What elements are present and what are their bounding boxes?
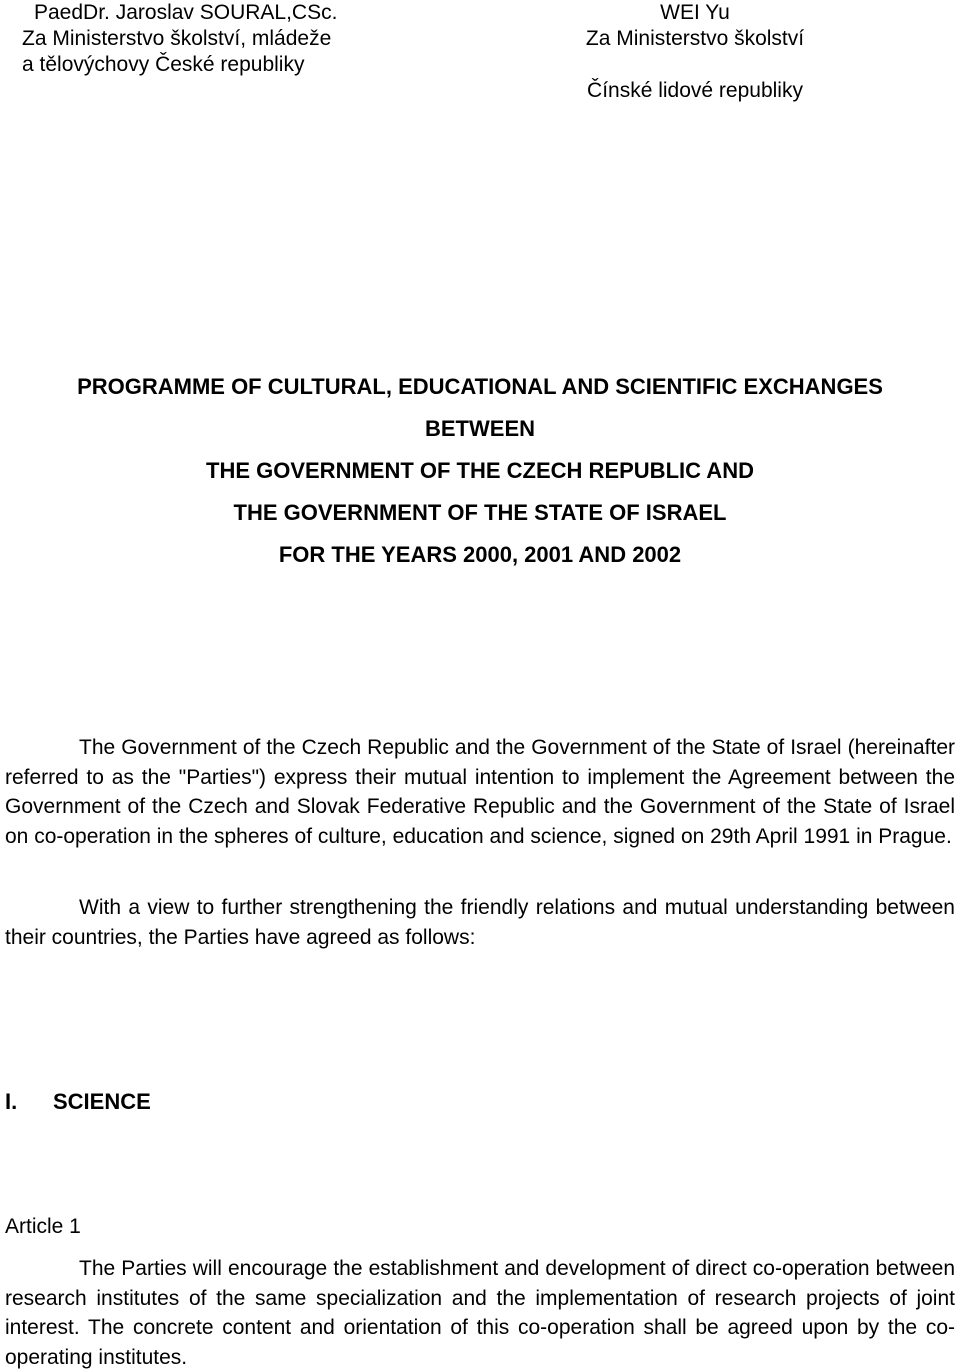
preamble-paragraph-2 — [5, 893, 955, 952]
right-signatory-block — [545, 0, 845, 104]
section-title: SCIENCE — [53, 1089, 151, 1114]
left-signatory-block — [22, 0, 434, 78]
article-heading: Article 1 — [5, 1215, 81, 1238]
left-signatory-name: PaedDr. Jaroslav SOURAL,CSc. — [34, 1, 338, 24]
left-signatory-line2: a tělovýchovy České republiky — [22, 53, 305, 76]
preamble-paragraph-1-text: The Government of the Czech Republic and the Government of the State of Israel (hereinafter referred to as the "Parties") express their mutual intention to implement the Agreement between the Government of the Czech and Slovak Federative Republic and the Government of the State of Israel on co-operation in the spheres of culture, education and science, signed on 29th April 1991 in Prague. — [5, 736, 955, 848]
right-signatory-line1: Za Ministerstvo školství — [585, 27, 805, 50]
document-title — [0, 366, 960, 576]
right-signatory-name: WEI Yu — [660, 1, 730, 24]
preamble-paragraph-2-text: With a view to further strengthening the friendly relations and mutual understanding between their countries, the Parties have agreed as follows: — [5, 896, 955, 949]
section-number: I. — [5, 1089, 18, 1114]
section-heading — [5, 1087, 151, 1117]
left-signatory-line1: Za Ministerstvo školství, mládeže — [22, 27, 332, 50]
title-line-4: THE GOVERNMENT OF THE STATE OF ISRAEL — [233, 500, 727, 525]
title-line-5: FOR THE YEARS 2000, 2001 AND 2002 — [278, 542, 682, 567]
title-line-1: PROGRAMME OF CULTURAL, EDUCATIONAL AND SCIENTIFIC EXCHANGES — [77, 374, 883, 399]
right-signatory-line2: Čínské lidové republiky — [587, 79, 803, 102]
article-paragraph — [5, 1254, 955, 1372]
preamble-paragraph-1 — [5, 733, 955, 851]
article-paragraph-text: The Parties will encourage the establishment and development of direct co-operation between research institutes of the same specialization and the implementation of research projects of joint interest. The concrete content and orientation of this co-operation shall be agreed upon by the co-operating institutes. — [5, 1257, 955, 1369]
title-line-2: BETWEEN — [425, 416, 535, 441]
title-line-3: THE GOVERNMENT OF THE CZECH REPUBLIC AND — [206, 458, 754, 483]
